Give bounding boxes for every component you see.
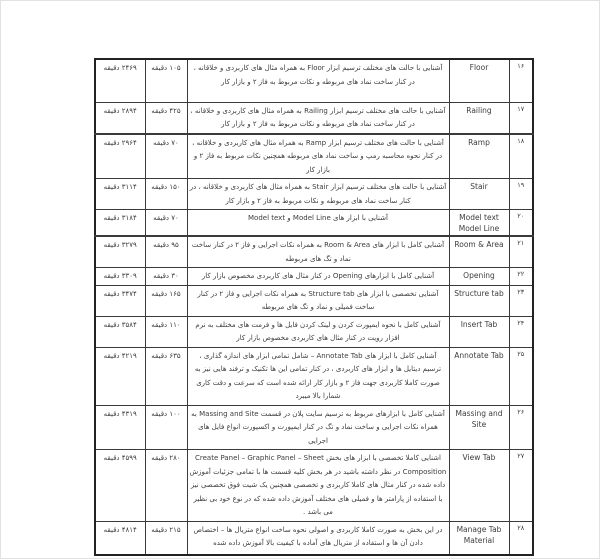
row-number-cell: ۱۸	[509, 134, 533, 179]
description-cell: آشنایی تخصصی با ابزار های Structure tab به همراه نکات اجرایی و فاز ۲ در کنار ساخت فمیلی و نماد و تگ های مربوطه	[187, 285, 449, 316]
course-schedule-table	[94, 58, 534, 556]
topic-cell: Floor	[449, 59, 509, 102]
table-row	[95, 210, 533, 237]
table-row	[95, 179, 533, 210]
total-duration-cell: ۳۲۷۹ دقیقه	[95, 236, 145, 268]
description-cell: آشنایی کامل با نحوه ایمپورت کردن و لینک کردن فایل ها و فرمت های مختلف به نرم افزار رویت در کنار مثال های کاربردی مخصوص بازار کار	[187, 316, 449, 347]
topic-cell: Stair	[449, 179, 509, 210]
total-duration-cell: ۳۴۷۴ دقیقه	[95, 285, 145, 316]
session-duration-cell: ۱۵۰ دقیقه	[145, 179, 187, 210]
row-number-cell: ۲۱	[509, 236, 533, 268]
total-duration-cell: ۴۸۱۴ دقیقه	[95, 521, 145, 555]
session-duration-cell: ۳۰ دقیقه	[145, 268, 187, 286]
description-cell: آشنایی کامل با ابزارهای مربوط به ترسیم سایت پلان در قسمت Massing and Site به همراه نکات اجرایی و ساخت نماد و تگ در کنار ایمپورت و اکسپورت انواع فایل های اجرایی	[187, 405, 449, 450]
table-row	[95, 521, 533, 555]
table-row	[95, 405, 533, 450]
table-row	[95, 347, 533, 405]
row-number-cell: ۲۰	[509, 210, 533, 237]
description-cell: آشنایی کامل با ابزارهای Opening در کنار مثال های کاربردی مخصوص بازار کار	[187, 268, 449, 286]
row-number-cell: ۲۸	[509, 521, 533, 555]
session-duration-cell: ۱۰۰ دقیقه	[145, 405, 187, 450]
session-duration-cell: ۶۳۵ دقیقه	[145, 347, 187, 405]
topic-cell: Annotate Tab	[449, 347, 509, 405]
row-number-cell: ۱۶	[509, 59, 533, 102]
row-number-cell: ۲۶	[509, 405, 533, 450]
table-row	[95, 59, 533, 102]
topic-cell: Massing and Site	[449, 405, 509, 450]
topic-cell: Railing	[449, 102, 509, 134]
topic-cell: Structure tab	[449, 285, 509, 316]
session-duration-cell: ۲۱۵ دقیقه	[145, 521, 187, 555]
total-duration-cell: ۳۵۸۴ دقیقه	[95, 316, 145, 347]
row-number-cell: ۲۲	[509, 268, 533, 286]
row-number-cell: ۱۹	[509, 179, 533, 210]
total-duration-cell: ۴۲۱۹ دقیقه	[95, 347, 145, 405]
session-duration-cell: ۲۸۰ دقیقه	[145, 450, 187, 522]
topic-cell: Ramp	[449, 134, 509, 179]
session-duration-cell: ۷۰ دقیقه	[145, 210, 187, 237]
table-row	[95, 102, 533, 134]
topic-cell: Manage Tab Material	[449, 521, 509, 555]
description-cell: در این بخش به صورت کاملا کاربردی و اصولی نحوه ساخت انواع متریال ها – اختصاص دادن آن ها و استفاده از متریال های آماده با کیفیت بالا آموزش داده شده	[187, 521, 449, 555]
row-number-cell: ۱۷	[509, 102, 533, 134]
course-schedule-table-wrap	[96, 58, 534, 556]
session-duration-cell: ۷۰ دقیقه	[145, 134, 187, 179]
topic-cell: Insert Tab	[449, 316, 509, 347]
session-duration-cell: ۴۲۵ دقیقه	[145, 102, 187, 134]
table-body	[95, 59, 533, 555]
session-duration-cell: ۱۰۵ دقیقه	[145, 59, 187, 102]
description-cell: آشنایی با ابزار های Model Line و Model text	[187, 210, 449, 237]
topic-cell: View Tab	[449, 450, 509, 522]
table-row	[95, 285, 533, 316]
total-duration-cell: ۴۵۹۹ دقیقه	[95, 450, 145, 522]
table-row	[95, 268, 533, 286]
row-number-cell: ۲۳	[509, 285, 533, 316]
total-duration-cell: ۳۱۱۴ دقیقه	[95, 179, 145, 210]
table-row	[95, 316, 533, 347]
description-cell: آشنایی کامل با ابزار های Annotate Tab – شامل تمامی ابزار های اندازه گذاری ، ترسیم دیتایل ها و ابزار های کاربردی ، در کنار تمامی این ها تکنیک و ترفند هایی نیز به صورت کاملا کاربردی جهت فاز ۲ و بازار کار ارائه شده است که سرعت و دقت کاری شمارا بالا میبرد	[187, 347, 449, 405]
table-row	[95, 450, 533, 522]
topic-cell: Model text Model Line	[449, 210, 509, 237]
total-duration-cell: ۳۱۸۴ دقیقه	[95, 210, 145, 237]
session-duration-cell: ۱۱۰ دقیقه	[145, 316, 187, 347]
table-row	[95, 134, 533, 179]
total-duration-cell: ۳۳۰۹ دقیقه	[95, 268, 145, 286]
total-duration-cell: ۲۸۹۴ دقیقه	[95, 102, 145, 134]
description-cell: اشنایی کاملا تخصصی با ابزار های بخش Create Panel – Graphic Panel – Sheet Composition در نظر داشته باشید در هر بخش کلیه قسمت ها با تمامی جزئیات آموزش داده شده در کنار مثال های کاملا کاربردی و تخصصی همچنین یک شیت فوق تخصصی نیز با استفاده از پارامتر ها و فمیلی های مختلف آموزش داده شده که در نوع خود بی نظیر می باشد .	[187, 450, 449, 522]
description-cell: آشنایی کامل با ابزار های Room & Area به همراه نکات اجرایی و فاز ۲ در کنار ساخت نماد و تگ های مربوطه	[187, 236, 449, 268]
topic-cell: Opening	[449, 268, 509, 286]
total-duration-cell: ۴۳۱۹ دقیقه	[95, 405, 145, 450]
row-number-cell: ۲۴	[509, 316, 533, 347]
row-number-cell: ۲۷	[509, 450, 533, 522]
description-cell: آشنایی با حالت های مختلف ترسیم ابزار Floor به همراه مثال های کاربردی و خلاقانه ، در کنار ساخت نماد های مربوطه و نکات مربوط به فاز ۲ و بازار کار	[187, 59, 449, 102]
session-duration-cell: ۹۵ دقیقه	[145, 236, 187, 268]
description-cell: آشنایی با حالت های مختلف ترسیم ابزار Railing به همراه مثال های کاربردی و خلاقانه ، در کنار ساخت نماد های مربوطه و نکات مربوط به فاز ۲ و بازار کار	[187, 102, 449, 134]
session-duration-cell: ۱۶۵ دقیقه	[145, 285, 187, 316]
description-cell: آشنایی با حالت های مختلف ترسیم ابزار Ramp به همراه مثال های کاربردی و خلاقانه ، در کنار نحوه محاسبه رمپ و ساخت نماد های مربوطه همچنین نکات مربوط به فاز ۲ و بازار کار	[187, 134, 449, 179]
description-cell: آشنایی با حالت های مختلف ترسیم ابزار Stair به همراه مثال های کاربردی و خلاقانه ، در کنار ساخت نماد های مربوطه و نکات مربوط به فاز ۲ و بازار کار	[187, 179, 449, 210]
topic-cell: Room & Area	[449, 236, 509, 268]
row-number-cell: ۲۵	[509, 347, 533, 405]
table-row	[95, 236, 533, 268]
total-duration-cell: ۲۹۶۴ دقیقه	[95, 134, 145, 179]
total-duration-cell: ۲۴۶۹ دقیقه	[95, 59, 145, 102]
